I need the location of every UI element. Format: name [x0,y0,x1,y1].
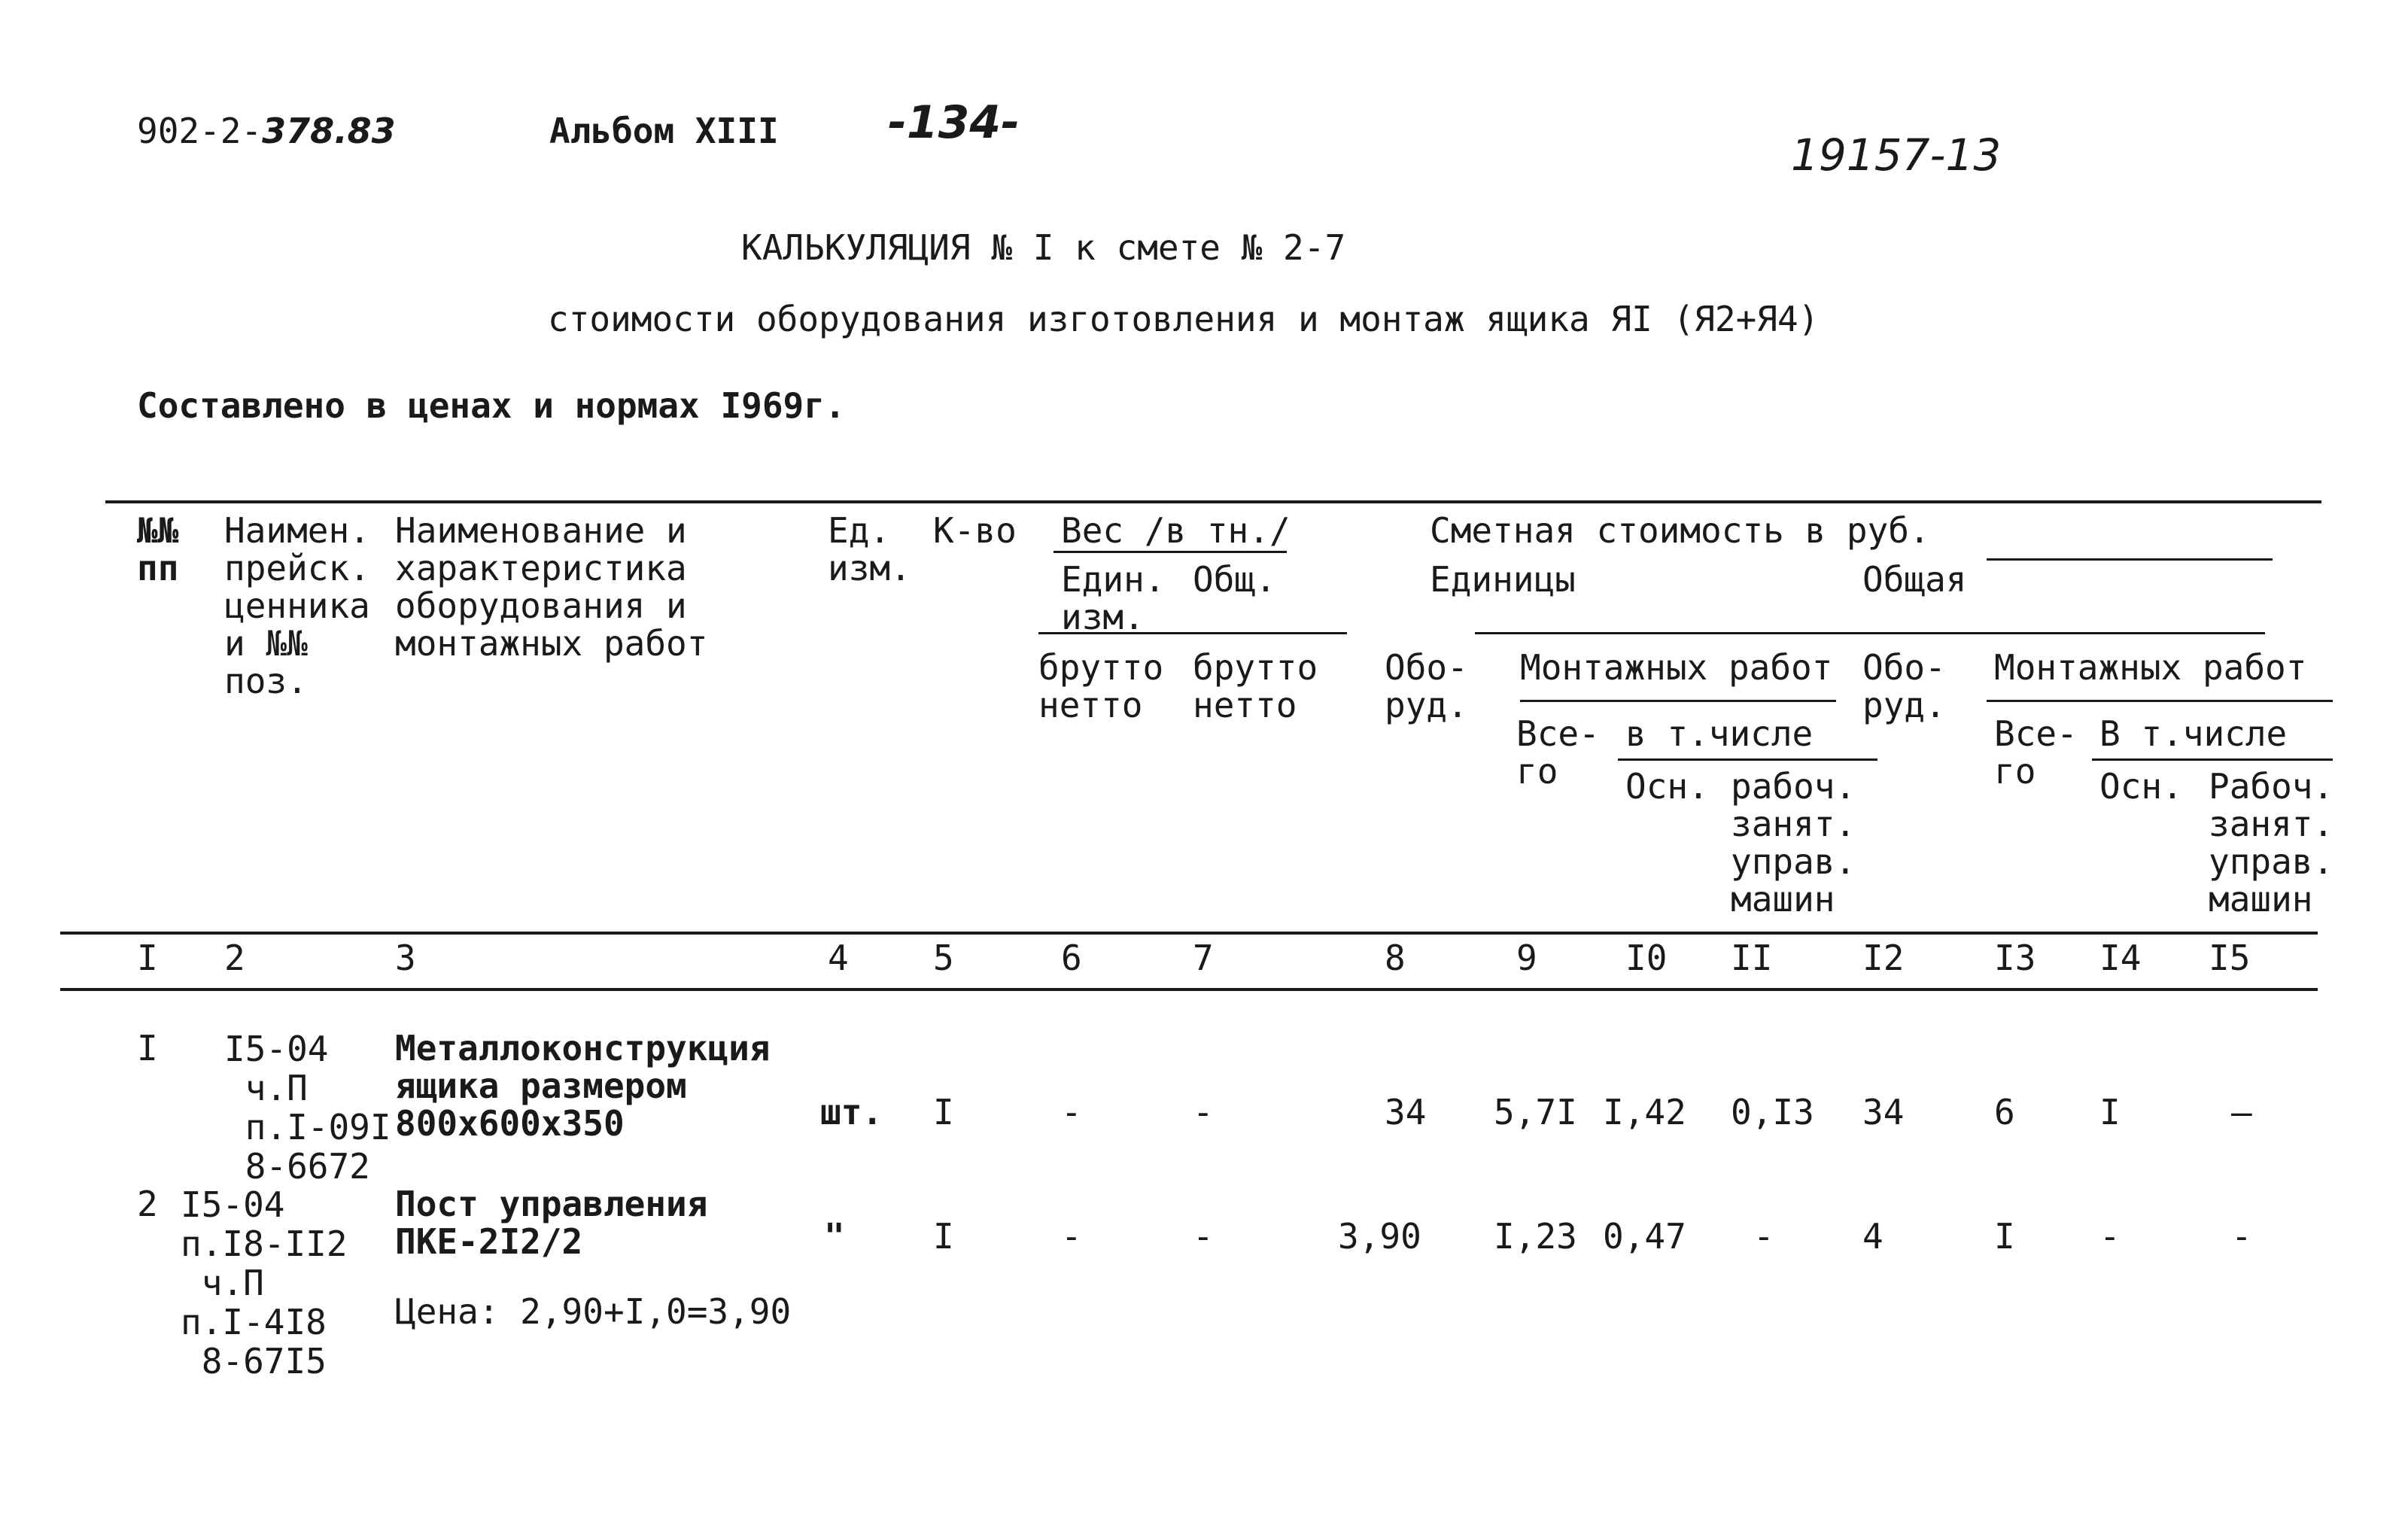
row1-mt-mach: – [2231,1092,2252,1132]
row1-equip-unit: 34 [1385,1092,1427,1132]
header-mount-total-main: Осн. [2099,766,2183,807]
inventory-number: 19157-13 [1791,129,2002,181]
header-weight: Вес /в тн./ [1061,510,1291,551]
header-mount-total-all: Все- го [1994,713,2078,792]
row1-weight-unit: - [1061,1092,1082,1132]
header-mount-total-mach: Рабоч. занят. управ. машин [2209,766,2334,920]
row2-mt-mach: - [2231,1216,2252,1257]
document-code-prefix: 902-2- [137,111,263,151]
row2-mt-main: - [2099,1216,2121,1257]
row1-qty: I [933,1092,954,1132]
header-weight-total: Общ. [1193,559,1276,600]
header-bottom-rule [60,932,2318,935]
row1-price-ref: I5-04 ч.П п.I-09I 8-6672 [224,1029,391,1187]
header-mount-unit-incl: в т.числе [1625,713,1814,754]
header-mount-unit-main: Осн. [1625,766,1709,807]
row2-mount-mach: - [1753,1216,1774,1257]
header-weight-unit-sub: брутто нетто [1038,647,1164,725]
header-mount-unit-all: Все- го [1516,713,1600,792]
row2-mt-all: I [1994,1216,2015,1257]
pricing-basis: Составлено в ценах и нормах I969г. [137,385,846,426]
row1-weight-total: - [1193,1092,1214,1132]
col-number-1: I [137,938,158,978]
cost-rule [1987,558,2273,561]
header-mount-unit: Монтажных работ [1520,647,1833,688]
header-weight-unit: Един. изм. [1061,559,1166,637]
header-qty: К-во [933,510,1017,551]
row2-weight-total: - [1193,1216,1214,1257]
mount-unit-rule [1520,700,1836,702]
row2-unit: " [824,1216,845,1257]
document-code [137,113,396,149]
header-equip-unit: Обо- руд. [1385,647,1468,725]
header-mount-unit-mach: рабоч. занят. управ. машин [1731,766,1856,920]
cost-unit-rule [1475,632,2265,634]
header-price-ref: Наимен. прейск. ценника и №№ поз. [224,510,370,701]
calculation-title: КАЛЬКУЛЯЦИЯ № I к смете № 2-7 [741,227,1346,268]
col-number-8: 8 [1385,938,1406,978]
row1-mount-main: I,42 [1603,1092,1686,1132]
col-number-3: 3 [395,938,416,978]
row1-num: I [137,1028,158,1068]
header-cost-unit: Единицы [1430,559,1576,600]
page-number: -134- [888,96,1020,149]
row2-equip-total: 4 [1862,1216,1884,1257]
header-name: Наименование и характеристика оборудования и монтажных работ [395,510,708,664]
header-equip-total: Обо- руд. [1862,647,1946,725]
row2-qty: I [933,1216,954,1257]
row2-mount-all: I,23 [1494,1216,1577,1257]
row2-price-ref: I5-04 п.I8-II2 ч.П п.I-4I8 8-67I5 [181,1184,348,1382]
row1-unit: шт. [820,1092,883,1132]
header-unit: Ед. изм. [828,510,911,588]
col-number-6: 6 [1061,938,1082,978]
album-label: Альбом XIII [549,111,779,151]
row2-weight-unit: - [1061,1216,1082,1257]
row1-mount-all: 5,7I [1494,1092,1577,1132]
header-mount-total: Монтажных работ [1994,647,2307,688]
col-number-11: II [1731,938,1773,978]
header-weight-total-sub: брутто нетто [1193,647,1318,725]
row2-mount-main: 0,47 [1603,1216,1686,1257]
header-cost: Сметная стоимость в руб. [1430,510,1930,551]
col-number-7: 7 [1193,938,1214,978]
row1-mount-mach: 0,I3 [1731,1092,1814,1132]
calculation-subject: стоимости оборудования изготовления и монтаж ящика ЯI (Я2+Я4) [548,299,1820,339]
mount-total-rule [1987,700,2333,702]
row2-num: 2 [137,1184,158,1224]
weight-rule [1054,551,1287,553]
row2-name: Пост управления ПКЕ-2I2/2 [395,1184,708,1262]
header-mount-total-incl: В т.числе [2099,713,2288,754]
row2-equip-unit: 3,90 [1338,1216,1421,1257]
column-numbers-rule [60,988,2318,991]
document-code-handwritten: 378.83 [262,111,396,151]
col-number-13: I3 [1994,938,2036,978]
table-top-rule [105,500,2321,503]
mount-total-incl-rule [2092,758,2333,761]
mount-unit-incl-rule [1618,758,1877,761]
col-number-10: I0 [1625,938,1668,978]
col-number-14: I4 [2099,938,2142,978]
col-number-5: 5 [933,938,954,978]
header-cost-total: Общая [1862,559,1967,600]
row1-mt-all: 6 [1994,1092,2015,1132]
row1-equip-total: 34 [1862,1092,1905,1132]
row1-name: Металлоконструкция ящика размером 800х600х350 [395,1028,771,1144]
row1-mt-main: I [2099,1092,2121,1132]
col-number-2: 2 [224,938,245,978]
row2-price-note: Цена: 2,90+I,0=3,90 [395,1291,792,1332]
col-number-4: 4 [828,938,849,978]
header-num: №№ пп [137,510,179,588]
col-number-15: I5 [2209,938,2251,978]
col-number-9: 9 [1516,938,1537,978]
col-number-12: I2 [1862,938,1905,978]
